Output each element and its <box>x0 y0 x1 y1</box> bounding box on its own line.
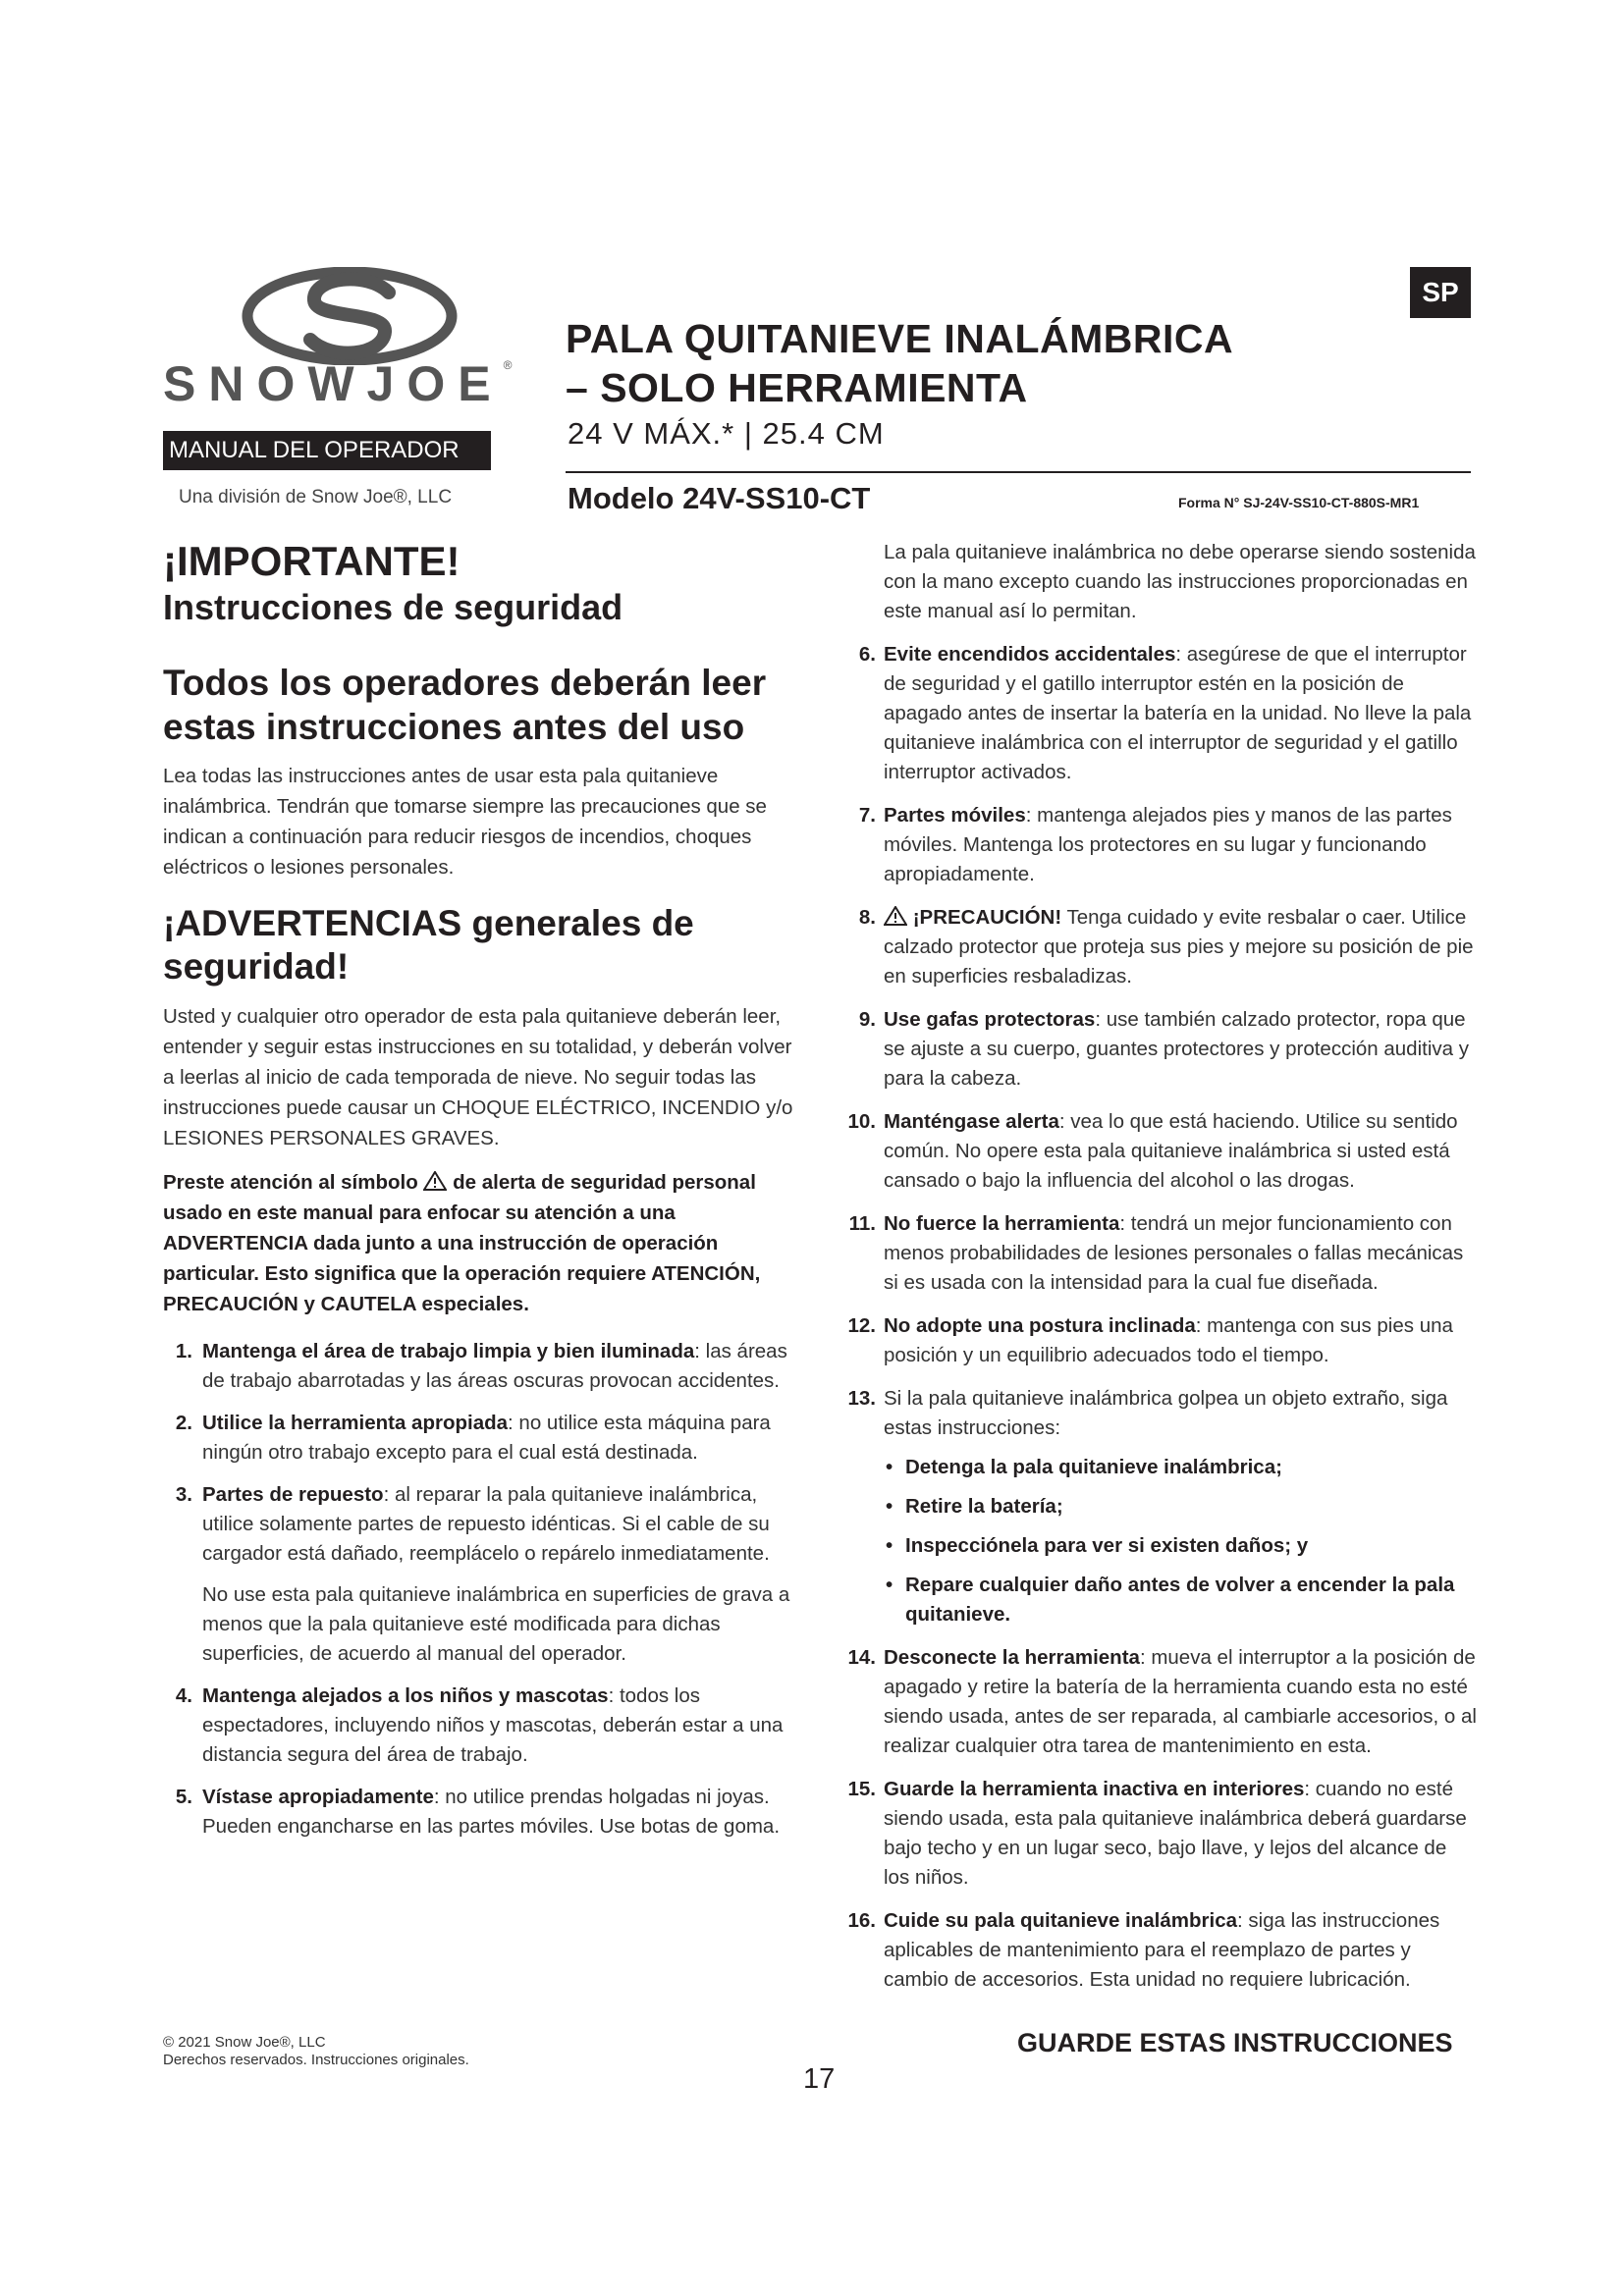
item-text: : use también calzado protector, ropa que se ajuste a su cuerpo, guantes protectores y protección auditiva y para la cabeza. <box>884 1008 1469 1090</box>
bullet-item <box>884 1571 1477 1629</box>
division-note: Una división de Snow Joe®, LLC <box>179 487 453 507</box>
bullet-text: Detenga la pala quitanieve inalámbrica; <box>905 1456 1282 1478</box>
item-title: Utilice la herramienta apropiada <box>202 1411 509 1434</box>
item-text: Tenga cuidado y evite resbalar o caer. Utilice calzado protector que proteja sus pies y mejore su posición de pie en superficies resbaladizas. <box>884 906 1474 988</box>
safety-list-left <box>163 1337 807 1842</box>
save-instructions-note: GUARDE ESTAS INSTRUCCIONES <box>1017 2028 1453 2057</box>
safety-instructions-heading: Instrucciones de seguridad <box>163 587 623 628</box>
item-number: 9. <box>858 1008 876 1031</box>
item-text: : las áreas de trabajo abarrotadas y las áreas oscuras provocan accidentes. <box>202 1339 787 1392</box>
item-text: : mantenga con sus pies una posición y un equilibrio adecuados todo el tiempo. <box>884 1314 1453 1366</box>
item-number: 8. <box>858 906 876 929</box>
item-title: Guarde la herramienta inactiva en interiores <box>884 1778 1305 1800</box>
list-item <box>163 1783 807 1842</box>
list-item <box>840 801 1477 889</box>
warnings-paragraph: Usted y cualquier otro operador de esta pala quitanieve deberán leer, entender y seguir estas instrucciones en su totalidad, y deberán volver a leerlas al inicio de cada temporada de nieve. No seguir todas las instrucciones puede causar un CHOQUE ELÉCTRICO, INCENDIO y/o LESIONES PERSONALES GRAVES. <box>163 1004 793 1149</box>
item-text: Si la pala quitanieve inalámbrica golpea un objeto extraño, siga estas instrucciones: <box>884 1387 1448 1439</box>
list-item <box>840 1384 1477 1629</box>
list-item <box>163 1480 807 1669</box>
snowjoe-logo-icon <box>242 267 458 365</box>
warning-triangle-icon <box>423 1171 447 1191</box>
item-title: Use gafas protectoras <box>884 1008 1096 1031</box>
copyright-line: © 2021 Snow Joe®, LLC <box>163 2034 326 2051</box>
page-number: 17 <box>803 2063 836 2095</box>
item-text: : no utilice esta máquina para ningún otro trabajo excepto para el cual está destinada. <box>202 1411 771 1464</box>
item-number: 11. <box>848 1212 876 1235</box>
product-title-line2: – SOLO HERRAMIENTA <box>566 365 1028 410</box>
bullet-item <box>884 1453 1477 1482</box>
list-item <box>840 1209 1477 1298</box>
bullet-dot: • <box>886 1534 893 1557</box>
item-number: 3. <box>175 1482 192 1506</box>
bullet-item <box>884 1492 1477 1522</box>
attention-text-b: de alerta de seguridad personal usado en este manual para enfocar su atención a una ADVERTENCIA dada junto a una instrucción de operación particular. Esto significa que la operación requiere ATENCIÓN, PRECAUCIÓN y CAUTELA especiales. <box>163 1170 761 1315</box>
item-text: : mueva el interruptor a la posición de apagado y retire la batería de la herramienta cuando esta no esté siendo usada, antes de ser reparada, al cambiarle accesorios, o al realizar cualquier otra tarea de mantenimiento en esta. <box>884 1646 1477 1757</box>
model-number: Modelo 24V-SS10-CT <box>568 481 871 515</box>
item-extra-text: No use esta pala quitanieve inalámbrica en superficies de grava a menos que la pala quitanieve esté modificada para dichas superficies, de acuerdo al manual del operador. <box>202 1582 790 1665</box>
bullet-dot: • <box>886 1495 893 1518</box>
item-number: 14. <box>847 1646 876 1669</box>
list-item <box>840 640 1477 787</box>
attention-text-a: Preste atención al símbolo <box>163 1170 418 1194</box>
list-item <box>840 1005 1477 1094</box>
item-text: : cuando no esté siendo usada, esta pala quitanieve inalámbrica deberá guardarse bajo techo y en un lugar seco, bajo llave, y lejos del alcance de los niños. <box>884 1778 1467 1889</box>
item-title: Partes móviles <box>884 804 1026 827</box>
operators-heading: Todos los operadores deberán leer estas instrucciones antes del uso <box>163 663 767 747</box>
item-number: 10. <box>847 1110 876 1133</box>
intro-paragraph: Lea todas las instrucciones antes de usar esta pala quitanieve inalámbrica. Tendrán que tomarse siempre las precauciones que se indican a continuación para reducir riesgos de incendios, choques eléctricos o lesiones personales. <box>163 765 767 879</box>
header-rule <box>566 471 1471 473</box>
item-title: No fuerce la herramienta <box>884 1212 1120 1235</box>
item-number: 12. <box>847 1314 876 1337</box>
operator-manual-label: MANUAL DEL OPERADOR <box>163 431 491 470</box>
item-text: : siga las instrucciones aplicables de mantenimiento para el reemplazo de partes y cambio de accesorios. Esta unidad no requiere lubricación. <box>884 1909 1440 1991</box>
item-text: : al reparar la pala quitanieve inalámbrica, utilice solamente partes de repuesto idénticas. Si el cable de su cargador está dañado, reemplácelo o repárelo inmediatamente. <box>202 1482 770 1565</box>
item-title: Mantenga el área de trabajo limpia y bien iluminada <box>202 1339 695 1362</box>
rights-line: Derechos reservados. Instrucciones originales. <box>163 2052 469 2068</box>
bullet-dot: • <box>886 1574 893 1596</box>
item-title: Mantenga alejados a los niños y mascotas <box>202 1683 609 1707</box>
warnings-heading: ¡ADVERTENCIAS generales de seguridad! <box>163 903 694 988</box>
list-item <box>163 1682 807 1770</box>
item-text: : asegúrese de que el interruptor de seguridad y el gatillo interruptor estén en la posición de apagado antes de insertar la batería en la unidad. No lleve la pala quitanieve inalámbrica con el interruptor de seguridad y el gatillo interruptor activados. <box>884 643 1472 783</box>
list-item <box>163 1409 807 1468</box>
item-number: 15. <box>847 1778 876 1800</box>
item-number: 6. <box>858 643 876 666</box>
left-column <box>163 538 807 1854</box>
item-number: 2. <box>175 1411 192 1434</box>
bullet-item <box>884 1531 1477 1561</box>
list-item <box>840 1643 1477 1761</box>
item-title: Cuide su pala quitanieve inalámbrica <box>884 1909 1238 1932</box>
item-number: 13. <box>847 1387 876 1410</box>
list-item <box>840 1311 1477 1370</box>
list-item <box>840 1906 1477 1995</box>
list-item <box>163 1337 807 1396</box>
brand-logo-text: SNOWJOE® <box>163 356 513 411</box>
item-number: 4. <box>175 1683 192 1707</box>
list-item <box>840 903 1477 991</box>
safety-list-right <box>840 640 1477 1995</box>
item-number: 1. <box>175 1339 192 1362</box>
item-text: : no utilice prendas holgadas ni joyas. Pueden engancharse en las partes móviles. Use botas de goma. <box>202 1785 781 1838</box>
item-text: : vea lo que está haciendo. Utilice su sentido común. No opere esta pala quitanieve inalámbrica si usted está cansado o bajo la influencia del alcohol o las drogas. <box>884 1110 1458 1192</box>
item-number: 7. <box>858 804 876 827</box>
item-title: Manténgase alerta <box>884 1110 1059 1133</box>
right-column <box>840 538 1477 2008</box>
bullet-text: Inspecciónela para ver si existen daños; y <box>905 1534 1309 1557</box>
item-title: Vístase apropiadamente <box>202 1785 434 1808</box>
important-heading: ¡IMPORTANTE! <box>163 538 460 584</box>
item-title: ¡PRECAUCIÓN! <box>912 906 1062 929</box>
item-title: Desconecte la herramienta <box>884 1646 1140 1669</box>
product-title-line1: PALA QUITANIEVE INALÁMBRICA <box>566 316 1234 361</box>
list-item <box>840 1775 1477 1893</box>
warning-triangle-icon <box>884 906 907 926</box>
item-text: : mantenga alejados pies y manos de las partes móviles. Mantenga los protectores en su lugar y funcionando apropiadamente. <box>884 804 1452 885</box>
copyright-notice <box>163 2034 469 2069</box>
foreign-object-steps <box>884 1453 1477 1629</box>
bullet-text: Retire la batería; <box>905 1495 1063 1518</box>
registered-mark: ® <box>503 358 513 372</box>
item-text: : todos los espectadores, incluyendo niños y mascotas, deberán estar a una distancia segura del área de trabajo. <box>202 1683 784 1766</box>
item-number: 16. <box>847 1909 876 1932</box>
item-text: : tendrá un mejor funcionamiento con menos probabilidades de lesiones personales o fallas mecánicas si es usada con la intensidad para la cual fue diseñada. <box>884 1212 1464 1294</box>
bullet-dot: • <box>886 1456 893 1478</box>
continuation-paragraph: La pala quitanieve inalámbrica no debe operarse siendo sostenida con la mano excepto cuando las instrucciones proporcionadas en este manual así lo permitan. <box>884 541 1476 622</box>
language-badge: SP <box>1410 267 1471 318</box>
item-title: No adopte una postura inclinada <box>884 1314 1196 1337</box>
attention-paragraph <box>163 1167 807 1319</box>
list-item <box>840 1107 1477 1196</box>
product-subtitle: 24 V MÁX.* | 25.4 CM <box>568 416 885 451</box>
item-title: Partes de repuesto <box>202 1482 384 1506</box>
item-number: 5. <box>175 1785 192 1808</box>
item-title: Evite encendidos accidentales <box>884 643 1176 666</box>
bullet-text: Repare cualquier daño antes de volver a encender la pala quitanieve. <box>905 1574 1455 1626</box>
form-number: Forma N° SJ-24V-SS10-CT-880S-MR1 <box>1178 495 1420 510</box>
